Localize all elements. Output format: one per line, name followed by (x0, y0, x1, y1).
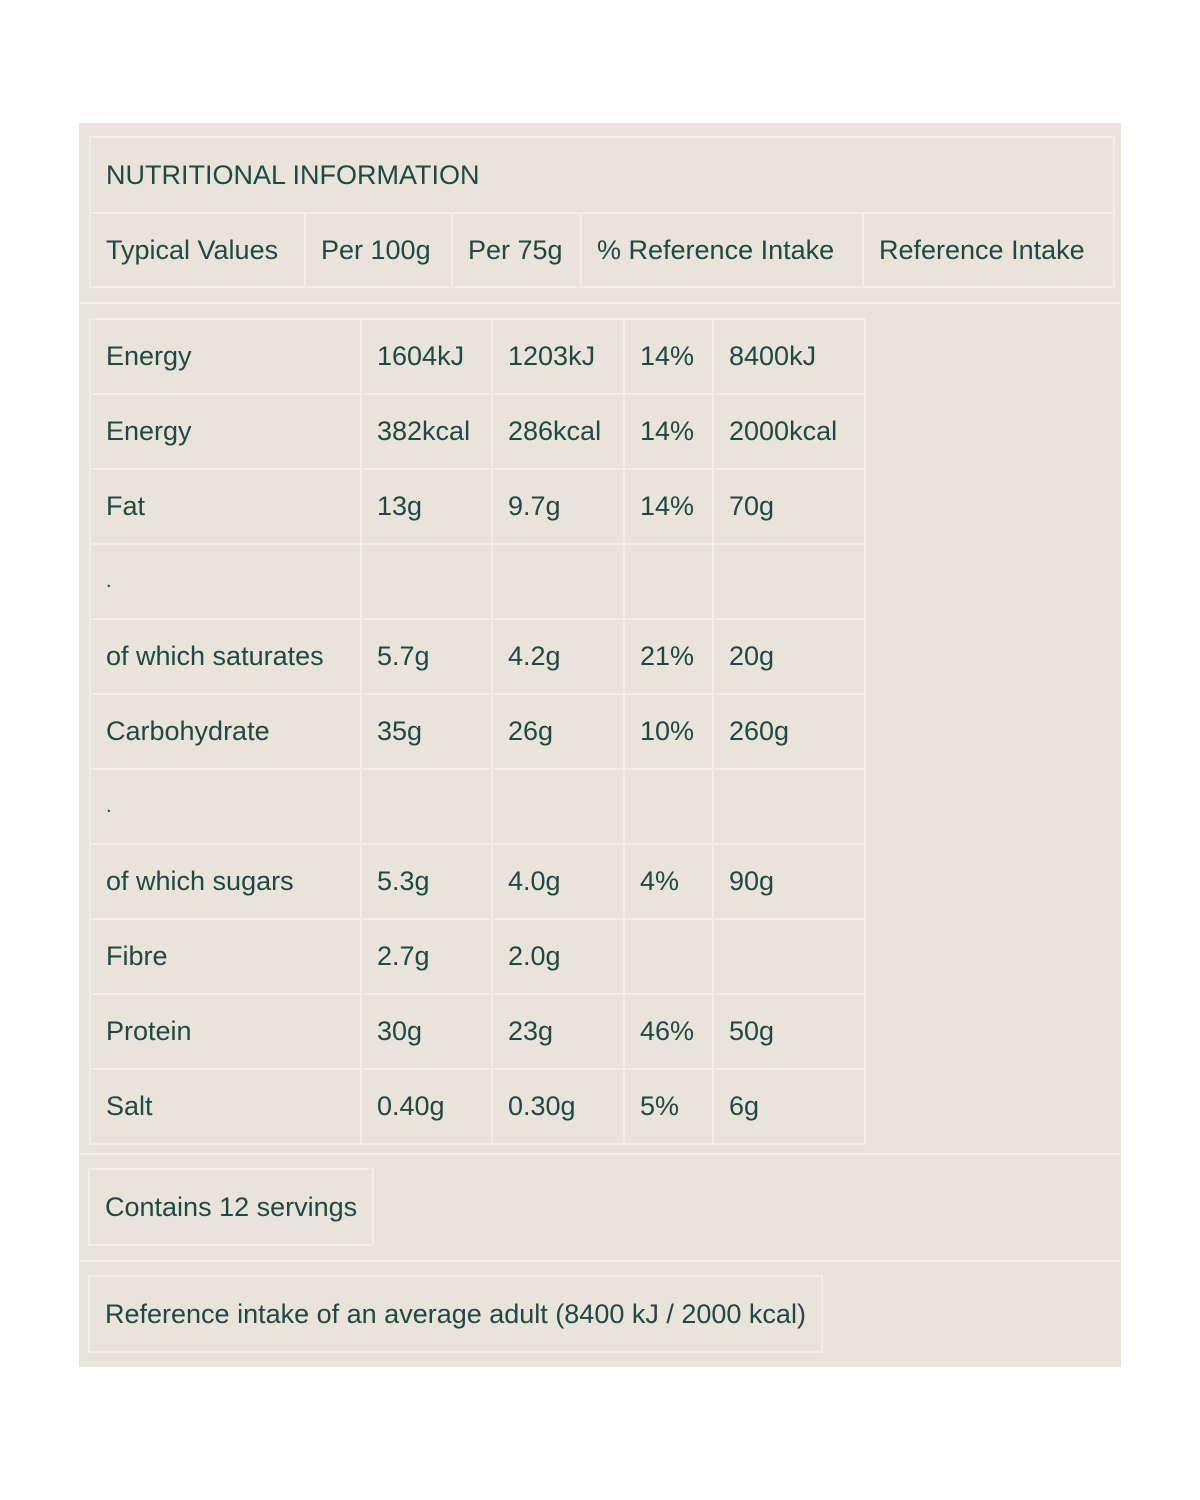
reference-intake-note: Reference intake of an average adult (8400 kJ / 2000 kcal) (89, 1276, 822, 1352)
per-100g-value: 13g (361, 469, 492, 544)
table-row (90, 694, 865, 769)
table-row (90, 994, 865, 1069)
per-100g-value: 30g (361, 994, 492, 1069)
per-75g-value: 1203kJ (492, 319, 624, 394)
percent-ri-value (624, 544, 713, 619)
title-table (89, 136, 1115, 214)
table-row (90, 619, 865, 694)
divider (79, 1153, 1121, 1155)
per-100g-value: 1604kJ (361, 319, 492, 394)
header-table (89, 212, 1115, 288)
divider (79, 1260, 1121, 1262)
nutrient-name: Carbohydrate (90, 694, 361, 769)
percent-ri-value: 14% (624, 394, 713, 469)
ri-value: 260g (713, 694, 865, 769)
header-typical-values: Typical Values (90, 213, 305, 287)
ri-value (713, 769, 865, 844)
table-row (90, 394, 865, 469)
per-75g-value: 26g (492, 694, 624, 769)
per-75g-value: 23g (492, 994, 624, 1069)
percent-ri-value: 14% (624, 469, 713, 544)
nutrient-name: Fibre (90, 919, 361, 994)
per-75g-value: 286kcal (492, 394, 624, 469)
table-row (90, 844, 865, 919)
nutrient-name: Energy (90, 319, 361, 394)
per-75g-value: 4.2g (492, 619, 624, 694)
per-100g-value: 35g (361, 694, 492, 769)
per-75g-value: 4.0g (492, 844, 624, 919)
nutrient-name: of which sugars (90, 844, 361, 919)
percent-ri-value: 46% (624, 994, 713, 1069)
nutrient-name: of which saturates (90, 619, 361, 694)
nutrition-panel (79, 123, 1121, 1367)
servings-text: Contains 12 servings (89, 1169, 373, 1245)
nutrient-name: Energy (90, 394, 361, 469)
ri-value: 90g (713, 844, 865, 919)
table-row (90, 469, 865, 544)
ri-value: 20g (713, 619, 865, 694)
servings-table (88, 1168, 374, 1246)
per-75g-value (492, 544, 624, 619)
table-row (90, 919, 865, 994)
header-per-100g: Per 100g (305, 213, 452, 287)
nutrient-name: Salt (90, 1069, 361, 1144)
ri-value: 6g (713, 1069, 865, 1144)
per-100g-value: 5.7g (361, 619, 492, 694)
nutrition-table (89, 318, 866, 1145)
per-100g-value: 382kcal (361, 394, 492, 469)
per-100g-value (361, 544, 492, 619)
percent-ri-value (624, 919, 713, 994)
percent-ri-value: 5% (624, 1069, 713, 1144)
per-75g-value: 0.30g (492, 1069, 624, 1144)
nutrient-name: . (90, 769, 361, 844)
header-percent-reference-intake: % Reference Intake (581, 213, 863, 287)
ri-value: 70g (713, 469, 865, 544)
per-75g-value: 9.7g (492, 469, 624, 544)
table-row (90, 544, 865, 619)
nutrient-name: . (90, 544, 361, 619)
percent-ri-value: 10% (624, 694, 713, 769)
ri-value: 50g (713, 994, 865, 1069)
table-row (90, 319, 865, 394)
nutrient-name: Protein (90, 994, 361, 1069)
ri-value: 8400kJ (713, 319, 865, 394)
reference-table (88, 1275, 823, 1353)
ri-value (713, 544, 865, 619)
percent-ri-value: 14% (624, 319, 713, 394)
ri-value: 2000kcal (713, 394, 865, 469)
per-100g-value: 2.7g (361, 919, 492, 994)
percent-ri-value (624, 769, 713, 844)
divider (79, 302, 1121, 304)
per-100g-value: 5.3g (361, 844, 492, 919)
ri-value (713, 919, 865, 994)
nutrient-name: Fat (90, 469, 361, 544)
header-per-75g: Per 75g (452, 213, 581, 287)
percent-ri-value: 21% (624, 619, 713, 694)
table-row (90, 1069, 865, 1144)
per-100g-value (361, 769, 492, 844)
header-reference-intake: Reference Intake (863, 213, 1114, 287)
nutrition-title: NUTRITIONAL INFORMATION (90, 137, 1114, 213)
header-row (90, 213, 1114, 287)
per-100g-value: 0.40g (361, 1069, 492, 1144)
table-row (90, 769, 865, 844)
per-75g-value: 2.0g (492, 919, 624, 994)
percent-ri-value: 4% (624, 844, 713, 919)
per-75g-value (492, 769, 624, 844)
